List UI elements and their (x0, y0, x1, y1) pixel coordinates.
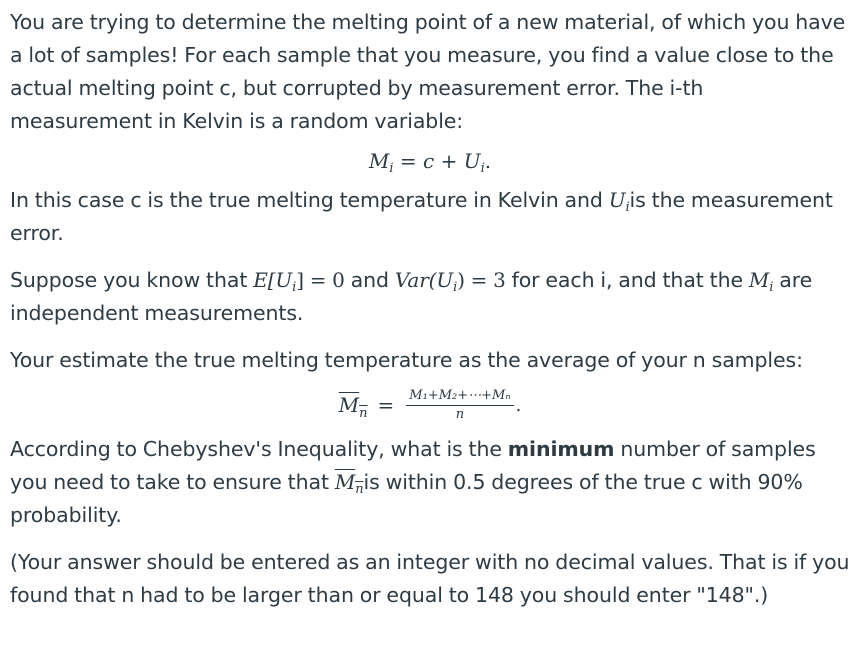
average-fraction: $\frac{\text{M₁+M₂+⋯+Mₙ}}{n}$ (406, 388, 513, 422)
intro-paragraph: You are trying to determine the melting point of a new material, of which you have a lot of samples! For each sample that you measure, you find a value close to the actual melting point c, but corrupted by measurement error. The i-th measurement in Kelvin is a random variable: (10, 10, 846, 133)
definition-paragraph: In this case c is the true melting temperature in Kelvin and $U_iis$ the measurement error. (10, 188, 833, 245)
chebyshev-question: According to Chebyshev's Inequality, what is the minimum number of samples you need to take to ensure that $M_nis$ within 0.5 degrees of the true c with 90% probability. (10, 437, 816, 527)
estimate-paragraph: Your estimate the true melting temperature as the average of your n samples: (10, 348, 803, 372)
measurement-equation: $M_i = c + U_i$. (368, 149, 492, 176)
average-equation: $M_n$ = $\frac{\text{M₁+M₂+⋯+Mₙ}}{n}$ . (338, 388, 522, 422)
question-document (10, 6, 850, 612)
answer-instructions: (Your answer should be entered as an integer with no decimal values. That is if you found that n had to be larger than or equal to 148 you should enter "148".) (10, 550, 850, 607)
assumption-paragraph: Suppose you know that $E[U_i] = 0$ and $Var(U_i) = 3$ for each i, and that the $M_i$ are independent measurements. (10, 268, 813, 325)
